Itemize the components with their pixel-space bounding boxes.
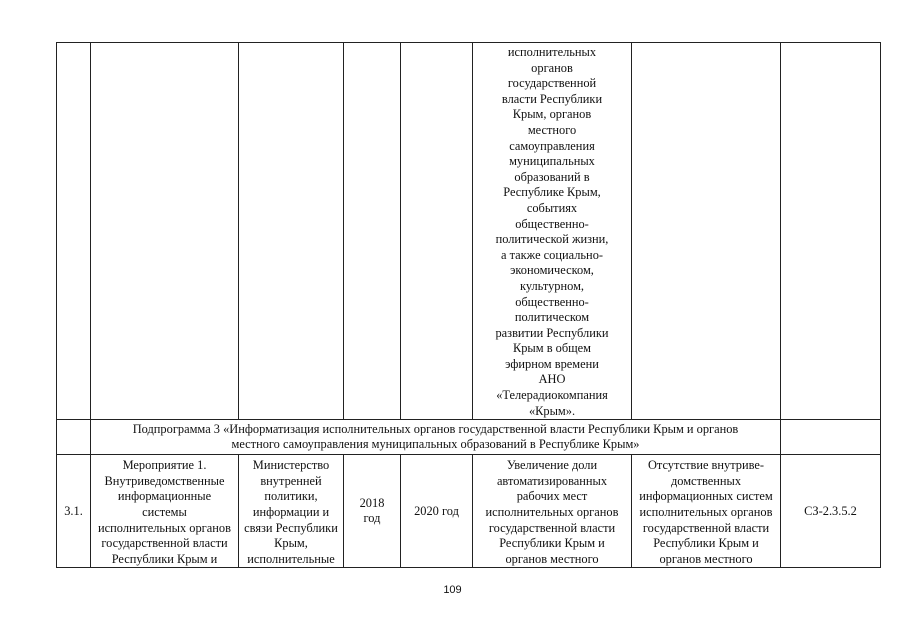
consequence-text: Отсутствие внутриве- домственных информационных систем исполнительных органов государственной власти Республики Крым и органов местного	[632, 455, 781, 568]
row-number: 3.1.	[57, 455, 91, 568]
end-year: 2020 год	[401, 455, 473, 568]
page-number: 109	[443, 584, 462, 596]
measure-text: Мероприятие 1. Внутриведомственные информационные системы исполнительных органов государственной власти Республики Крым и	[91, 455, 239, 568]
continued-row	[57, 43, 881, 420]
program-table	[56, 42, 881, 568]
result-text: Увеличение доли автоматизированных рабочих мест исполнительных органов государственной власти Республики Крым и органов местного	[473, 455, 632, 568]
cell-executor-empty	[239, 43, 344, 420]
link-code: СЗ-2.3.5.2	[781, 455, 881, 568]
table-row-3-1	[57, 455, 881, 568]
cell-link-empty	[781, 43, 881, 420]
cell-indicator-text: исполнительных органов государственной власти Республики Крым, органов местного самоуправления муниципальных образований в Республике Крым, событиях общественно- политической жизни, а также социально- экономическом, культурном, общественно- политическом развитии Республики Крым в общем эфирном времени АНО «Телерадиокомпания «Крым».	[473, 43, 632, 420]
cell-subprogram-number-empty	[57, 420, 91, 455]
cell-number-empty	[57, 43, 91, 420]
cell-measure-empty	[91, 43, 239, 420]
cell-consequence-empty	[632, 43, 781, 420]
cell-end-empty	[401, 43, 473, 420]
subprogram-title: Подпрограмма 3 «Информатизация исполнительных органов государственной власти Республики Крым и органов местного самоуправления муниципальных образований в Республике Крым»	[91, 420, 781, 455]
cell-start-empty	[344, 43, 401, 420]
subprogram-row	[57, 420, 881, 455]
start-year: 2018 год	[344, 455, 401, 568]
cell-subprogram-link-empty	[781, 420, 881, 455]
executor-text: Министерство внутренней политики, информации и связи Республики Крым, исполнительные	[239, 455, 344, 568]
